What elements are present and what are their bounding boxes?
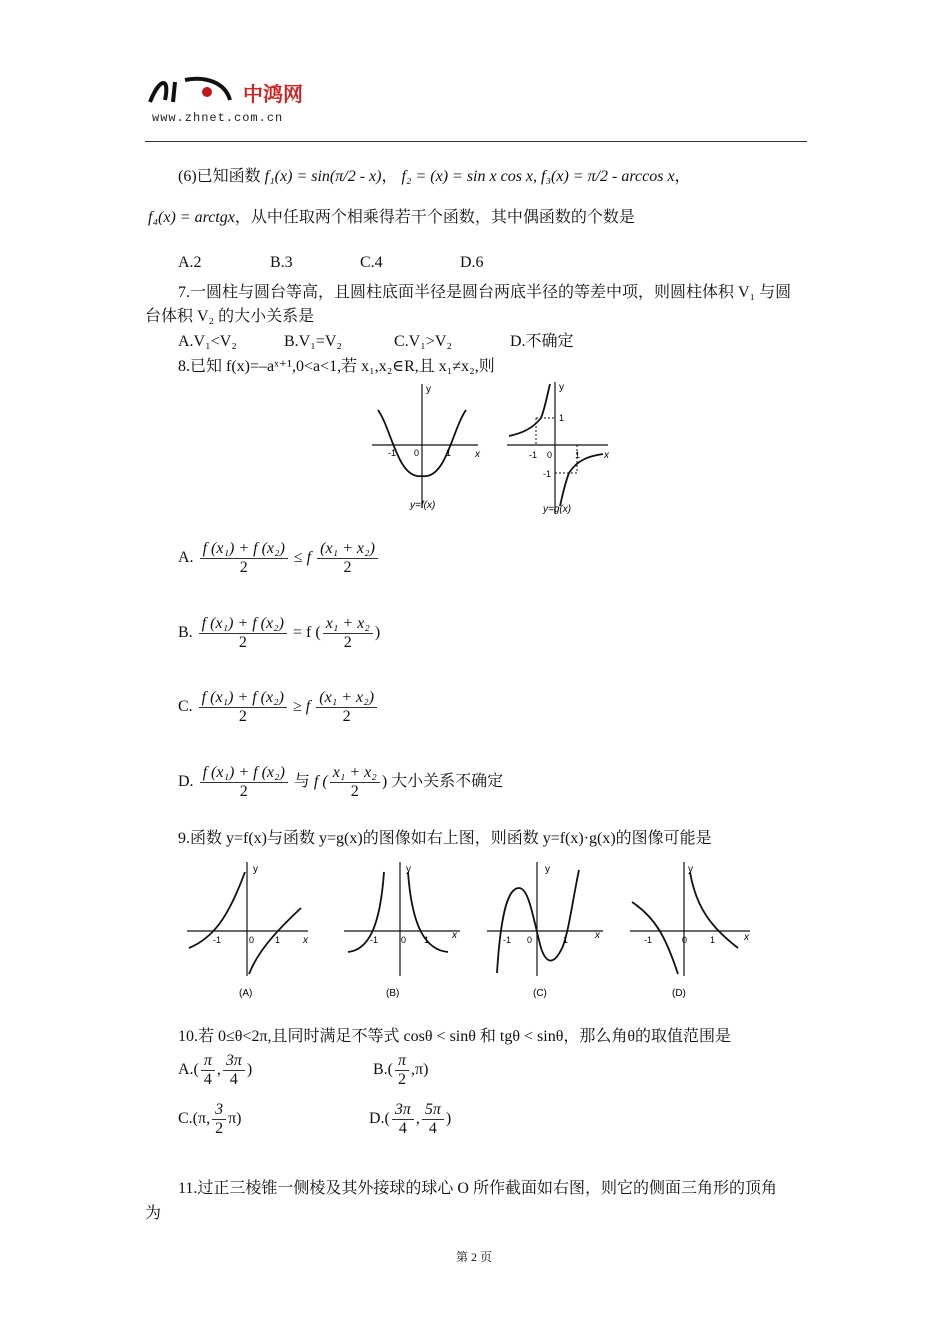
q6-option-a: A.2 xyxy=(178,254,202,271)
q9-a-o: 0 xyxy=(249,935,255,945)
q8-b-rhs-num: x₁ + x₂ xyxy=(323,615,373,634)
q10-d-d1: 4 xyxy=(398,1120,407,1137)
q7-text1: 7.一圆柱与圆台等高，且圆柱底面半径是圆台两底半径的等差中项，则圆柱体积 V₁ 与圆 xyxy=(178,284,792,301)
q8-a-prefix: A. xyxy=(178,549,194,567)
q9-b-x: x xyxy=(452,930,457,941)
q8-d-rhs-num: x₁ + x₂ xyxy=(330,764,380,783)
q8-c-lhs xyxy=(199,689,287,726)
q8-a-lhs-num: f (x₁) + f (x₂) xyxy=(200,540,288,559)
q8-b-lhs-den: 2 xyxy=(238,634,247,651)
q8-b-rhs-den: 2 xyxy=(343,634,352,651)
q8-f-tick-1: 1 xyxy=(446,448,452,458)
q10-b-prefix: B.( xyxy=(373,1061,393,1079)
q8-f-x-label: x xyxy=(475,449,480,460)
q10-d-d2: 4 xyxy=(428,1120,437,1137)
q10-a-n2: 3π xyxy=(223,1052,245,1071)
q8-c-rhs xyxy=(316,689,377,726)
q8-d-lhs-den: 2 xyxy=(239,783,248,800)
q8-d-lhs xyxy=(200,764,288,801)
q10-c-frac1 xyxy=(212,1101,226,1138)
q6-options xyxy=(178,254,484,272)
q8-f-caption: y=f(x) xyxy=(410,500,436,511)
q6-sep1: ， xyxy=(381,168,398,185)
q6-f1: f₁(x) = sin(π/2 - x) xyxy=(264,168,382,185)
q10-a-d2: 4 xyxy=(229,1071,238,1088)
q9-graph-d xyxy=(626,858,754,1003)
q8-c-prefix: C. xyxy=(178,698,193,716)
q8-option-b xyxy=(178,615,380,652)
q8-a-rhs-pre: f xyxy=(306,549,312,567)
q10-b-n1: π xyxy=(395,1052,409,1071)
q10-option-c xyxy=(178,1101,241,1138)
q8-d-rhs-pre: f ( xyxy=(313,773,328,791)
q8-option-a xyxy=(178,540,380,577)
q8-b-rhs xyxy=(323,615,373,652)
q9-graph-b xyxy=(340,858,465,1003)
page-number: 第 2 页 xyxy=(456,1250,493,1264)
q10-a-frac2 xyxy=(223,1052,245,1089)
logo-mark-icon xyxy=(145,72,235,106)
q8-f-y-label: y xyxy=(426,384,431,395)
q9-b-m1: -1 xyxy=(370,935,379,945)
q6-option-b: B.3 xyxy=(270,254,293,271)
q9-c-label: (C) xyxy=(533,988,547,999)
q8-c-rhs-num: (x₁ + x₂) xyxy=(316,689,377,708)
q9-graph-c xyxy=(483,858,608,1003)
q9-a-y: y xyxy=(253,864,258,875)
q9-d-o: 0 xyxy=(682,935,688,945)
q11-text1: 11.过正三棱锥一侧棱及其外接球的球心 O 所作截面如右图，则它的侧面三角形的顶角 xyxy=(178,1180,777,1197)
q9-c-m1: -1 xyxy=(503,935,512,945)
q9-graph-a xyxy=(183,858,313,1003)
q9-d-p1: 1 xyxy=(710,935,716,945)
q8-d-rel: 与 xyxy=(293,773,310,791)
q8-a-rhs-den: 2 xyxy=(343,559,352,576)
q7-option-a: A.V₁<V₂ xyxy=(178,333,237,350)
q8-g-tick-m1: -1 xyxy=(529,450,538,460)
q9-c-y: y xyxy=(545,864,550,875)
q10-d-mid: , xyxy=(415,1110,420,1128)
logo-url: www.zhnet.com.cn xyxy=(152,111,284,125)
q11-text2: 为 xyxy=(145,1205,162,1222)
q6-tail: ，从中任取两个相乘得若干个函数，其中偶函数的个数是 xyxy=(234,209,635,226)
q9-a-p1: 1 xyxy=(275,935,281,945)
q8-g-y-label: y xyxy=(559,382,564,393)
q8-c-lhs-num: f (x₁) + f (x₂) xyxy=(199,689,287,708)
q8-f-origin: 0 xyxy=(414,448,420,458)
q8-d-lhs-num: f (x₁) + f (x₂) xyxy=(200,764,288,783)
q6-option-c: C.4 xyxy=(360,254,383,271)
q10-b-frac1 xyxy=(395,1052,409,1089)
q8-g-origin: 0 xyxy=(547,450,553,460)
q6-f4: f₄(x) = arctgx xyxy=(148,209,235,226)
q8-b-lhs xyxy=(199,615,287,652)
q10-d-frac2 xyxy=(422,1101,444,1138)
q10-c-d1: 2 xyxy=(215,1120,224,1137)
q9-b-p1: 1 xyxy=(424,935,430,945)
q7-option-d: D.不确定 xyxy=(510,333,574,350)
q8-b-rel: = f ( xyxy=(293,624,321,642)
q10-b-d1: 2 xyxy=(398,1071,406,1088)
q9-a-m1: -1 xyxy=(213,935,222,945)
q6-line2 xyxy=(148,204,635,227)
q6-line1 xyxy=(178,163,691,186)
q9-b-label: (B) xyxy=(386,988,400,999)
q10-c-mid: π) xyxy=(228,1110,242,1128)
q8-g-tick-y1: 1 xyxy=(559,413,565,423)
q8-g-tick-ym1: -1 xyxy=(543,469,552,479)
q8-d-prefix: D. xyxy=(178,773,194,791)
q10-a-d1: 4 xyxy=(203,1071,212,1088)
q10-d-prefix: D.( xyxy=(369,1110,390,1128)
q9-d-x: x xyxy=(744,932,749,943)
q10-a-n1: π xyxy=(201,1052,215,1071)
q8-b-prefix: B. xyxy=(178,624,193,642)
q8-b-suffix: ) xyxy=(374,624,381,642)
q8-c-lhs-den: 2 xyxy=(238,708,247,725)
q9-d-y: y xyxy=(688,864,693,875)
q10-a-mid: , xyxy=(216,1061,221,1079)
logo xyxy=(145,72,235,111)
q8-a-lhs xyxy=(200,540,288,577)
q10-d-frac1 xyxy=(392,1101,414,1138)
q7-options xyxy=(178,328,574,351)
q10-c-prefix: C.(π, xyxy=(178,1110,211,1128)
q8-g-x-label: x xyxy=(604,450,609,461)
q9-a-x: x xyxy=(303,935,308,946)
q6-sep2: ， xyxy=(674,168,691,185)
q8-d-rhs xyxy=(330,764,380,801)
q7-option-b: B.V₁=V₂ xyxy=(284,333,342,350)
q9-text: 9.函数 y=f(x)与函数 y=g(x)的图像如右上图，则函数 y=f(x)·g(x)的图像可能是 xyxy=(178,830,712,847)
q8-c-rel: ≥ xyxy=(293,698,302,716)
q10-c-n1: 3 xyxy=(212,1101,226,1120)
q10-d-end: ) xyxy=(445,1110,452,1128)
q8-d-rhs-den: 2 xyxy=(350,783,359,800)
q8-graph-f xyxy=(368,380,483,515)
q7-option-c: C.V₁>V₂ xyxy=(394,333,452,350)
q9-c-p1: 1 xyxy=(563,935,569,945)
q8-d-suffix: ) 大小关系不确定 xyxy=(381,773,504,791)
q9-b-o: 0 xyxy=(401,935,407,945)
q8-graph-g xyxy=(503,378,613,518)
q8-option-d xyxy=(178,764,503,801)
q8-a-rel: ≤ xyxy=(293,549,303,567)
q9-d-m1: -1 xyxy=(644,935,653,945)
q9-a-label: (A) xyxy=(239,988,253,999)
q6-option-d: D.6 xyxy=(460,254,484,271)
q10-a-end: ) xyxy=(246,1061,253,1079)
q9-c-o: 0 xyxy=(527,935,533,945)
q9-b-y: y xyxy=(406,864,411,875)
q10-option-d xyxy=(369,1101,451,1138)
q9-c-x: x xyxy=(595,930,600,941)
q8-f-tick-m1: -1 xyxy=(388,448,397,458)
q10-d-n1: 3π xyxy=(392,1101,414,1120)
q8-g-tick-1: 1 xyxy=(575,450,581,460)
q6-f2: f₂ = (x) = sin x cos x, f₃(x) = π/2 - arccos x xyxy=(401,168,675,185)
q8-a-rhs-num: (x₁ + x₂) xyxy=(317,540,378,559)
q8-a-lhs-den: 2 xyxy=(239,559,248,576)
q8-text: 8.已知 f(x)=–aˣ⁺¹,0<a<1,若 x₁,x₂∈R,且 x₁≠x₂,则 xyxy=(178,358,495,375)
q9-d-label: (D) xyxy=(672,988,686,999)
q10-b-mid: ,π) xyxy=(411,1061,429,1079)
q10-option-a xyxy=(178,1052,252,1089)
q7-text2: 台体积 V₂ 的大小关系是 xyxy=(145,308,315,325)
q10-text: 10.若 0≤θ<2π,且同时满足不等式 cosθ < sinθ 和 tgθ < sinθ，那么角θ的取值范围是 xyxy=(178,1028,732,1045)
q8-c-rhs-den: 2 xyxy=(342,708,351,725)
q8-option-c xyxy=(178,689,379,726)
q10-a-prefix: A.( xyxy=(178,1061,199,1079)
q10-option-b xyxy=(373,1052,428,1089)
q10-d-n2: 5π xyxy=(422,1101,444,1120)
logo-name: 中鸿网 xyxy=(243,84,303,106)
q8-c-rhs-pre: f xyxy=(305,698,311,716)
q8-g-caption: y=g(x) xyxy=(543,504,572,515)
q6-intro: (6)已知函数 xyxy=(178,168,261,185)
q8-b-lhs-num: f (x₁) + f (x₂) xyxy=(199,615,287,634)
q10-a-frac1 xyxy=(201,1052,215,1089)
q8-a-rhs xyxy=(317,540,378,577)
header-divider xyxy=(145,141,807,142)
